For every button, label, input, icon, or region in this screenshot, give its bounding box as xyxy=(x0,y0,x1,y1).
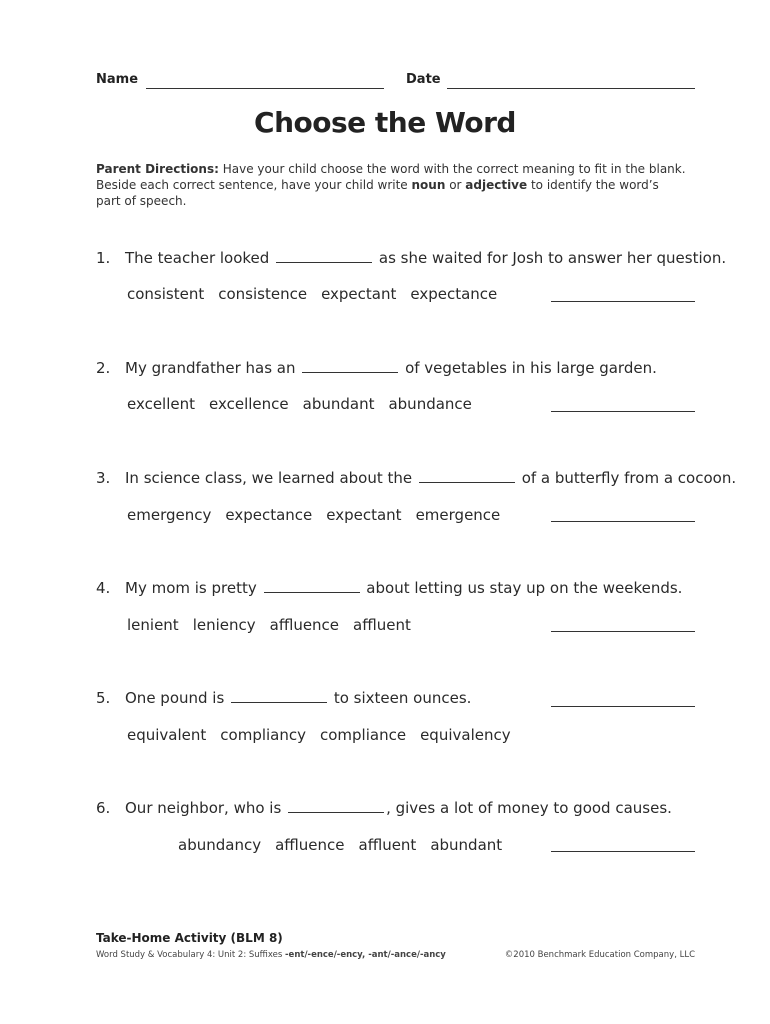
sentence-start: My mom is pretty xyxy=(125,579,257,597)
question-number: 2. xyxy=(96,359,111,377)
choice-word[interactable]: compliancy xyxy=(220,726,306,744)
answer-line-3[interactable] xyxy=(551,521,695,522)
choice-word[interactable]: expectant xyxy=(321,285,397,303)
choice-word[interactable]: equivalency xyxy=(420,726,511,744)
name-field[interactable] xyxy=(146,88,384,89)
sentence-blank[interactable] xyxy=(302,371,398,373)
choice-word[interactable]: consistent xyxy=(127,285,205,303)
question-5 xyxy=(0,689,770,711)
sentence-start: One pound is xyxy=(125,689,225,707)
choice-word[interactable]: equivalent xyxy=(127,726,207,744)
parent-directions xyxy=(96,161,686,209)
answer-line-5[interactable] xyxy=(551,706,695,707)
sentence-blank[interactable] xyxy=(231,701,327,703)
sentence-blank[interactable] xyxy=(264,591,360,593)
choice-word[interactable]: abundancy xyxy=(178,836,262,854)
sentence-start: My grandfather has an xyxy=(125,359,296,377)
choices-2 xyxy=(127,395,486,413)
date-field[interactable] xyxy=(447,88,695,89)
answer-line-6[interactable] xyxy=(551,851,695,852)
choice-word[interactable]: abundance xyxy=(388,395,472,413)
name-label: Name xyxy=(96,72,139,87)
choice-word[interactable]: consistence xyxy=(218,285,308,303)
date-label: Date xyxy=(406,72,441,87)
question-sentence xyxy=(125,249,726,267)
directions-lead: Parent Directions: xyxy=(96,162,219,176)
question-number: 1. xyxy=(96,249,111,267)
question-number: 3. xyxy=(96,469,111,487)
question-1 xyxy=(0,249,770,271)
sentence-end: of vegetables in his large garden. xyxy=(405,359,657,377)
question-2 xyxy=(0,359,770,381)
footer-subtitle-plain: Word Study & Vocabulary 4: Unit 2: Suffixes xyxy=(96,950,286,960)
directions-noun: noun xyxy=(411,178,446,192)
choices-4 xyxy=(127,616,425,634)
sentence-start: In science class, we learned about the xyxy=(125,469,413,487)
question-6 xyxy=(0,799,770,821)
question-sentence xyxy=(125,579,682,597)
choice-word[interactable]: affluent xyxy=(353,616,411,634)
directions-text-2: to identify the word’s part of speech. xyxy=(96,178,659,208)
choice-word[interactable]: affluence xyxy=(269,616,340,634)
question-4 xyxy=(0,579,770,601)
footer-subtitle xyxy=(96,950,446,960)
choice-word[interactable]: excellence xyxy=(209,395,289,413)
choice-word[interactable]: expectant xyxy=(326,506,402,524)
sentence-end: , gives a lot of money to good causes. xyxy=(386,799,672,817)
choice-word[interactable]: leniency xyxy=(192,616,256,634)
choice-word[interactable]: affluent xyxy=(358,836,417,854)
sentence-end: to sixteen ounces. xyxy=(333,689,472,707)
choices-1 xyxy=(127,285,511,303)
choice-word[interactable]: lenient xyxy=(127,616,179,634)
footer-subtitle-bold: -ent/-ence/-ency, -ant/-ance/-ancy xyxy=(285,950,446,960)
question-number: 6. xyxy=(96,799,111,817)
question-3 xyxy=(0,469,770,491)
question-sentence xyxy=(125,359,657,377)
answer-line-1[interactable] xyxy=(551,301,695,302)
choice-word[interactable]: abundant xyxy=(430,836,503,854)
page-title: Choose the Word xyxy=(254,106,516,139)
choice-word[interactable]: excellent xyxy=(127,395,196,413)
choice-word[interactable]: expectance xyxy=(225,506,313,524)
sentence-start: The teacher looked xyxy=(125,249,270,267)
sentence-start: Our neighbor, who is xyxy=(125,799,282,817)
sentence-blank[interactable] xyxy=(276,261,372,263)
sentence-blank[interactable] xyxy=(288,811,384,813)
choice-word[interactable]: abundant xyxy=(302,395,375,413)
directions-text-1: Have your child choose the word with the correct meaning to fit in the blank. Beside each correct sentence, have your child write xyxy=(96,162,686,192)
sentence-end: as she waited for Josh to answer her question. xyxy=(378,249,727,267)
directions-adjective: adjective xyxy=(465,178,528,192)
question-number: 5. xyxy=(96,689,111,707)
footer-title: Take-Home Activity (BLM 8) xyxy=(96,931,283,945)
sentence-blank[interactable] xyxy=(419,481,515,483)
sentence-end: of a butterfly from a cocoon. xyxy=(521,469,737,487)
question-sentence xyxy=(125,469,736,487)
choice-word[interactable]: expectance xyxy=(410,285,498,303)
choice-word[interactable]: emergency xyxy=(127,506,212,524)
choices-3 xyxy=(127,506,514,524)
choice-word[interactable]: affluence xyxy=(275,836,345,854)
choices-5 xyxy=(127,726,525,744)
copyright: ©2010 Benchmark Education Company, LLC xyxy=(504,950,695,960)
question-number: 4. xyxy=(96,579,111,597)
choices-6 xyxy=(178,836,516,854)
choice-word[interactable]: compliance xyxy=(320,726,407,744)
directions-or: or xyxy=(445,178,466,192)
answer-line-2[interactable] xyxy=(551,411,695,412)
sentence-end: about letting us stay up on the weekends. xyxy=(366,579,683,597)
answer-line-4[interactable] xyxy=(551,631,695,632)
question-sentence xyxy=(125,689,471,707)
choice-word[interactable]: emergence xyxy=(415,506,501,524)
question-sentence xyxy=(125,799,672,817)
